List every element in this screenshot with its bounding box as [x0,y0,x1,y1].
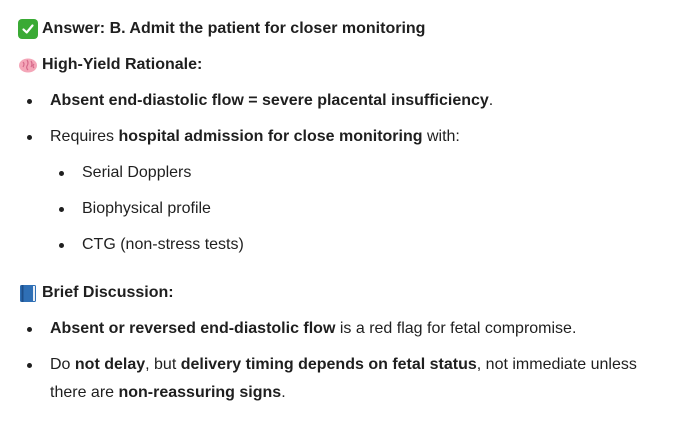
sub-item-biophysical-profile: Biophysical profile [82,200,211,217]
cut-off-text-remnant [0,0,684,2]
check-mark-button-icon [18,19,38,39]
discussion-item-2-bold-3: non-reassuring signs [118,384,282,401]
discussion-item-2-bold-2: delivery timing depends on fetal status [180,356,477,373]
rationale-item-2 [50,125,460,149]
rationale-heading-text: High-Yield Rationale: [42,56,203,73]
sub-bullet [59,243,64,248]
rationale-item-1-rest: . [488,92,494,109]
sub-bullet [59,171,64,176]
discussion-item-1 [50,317,576,341]
bullet [27,135,32,140]
rationale-heading [18,53,202,77]
discussion-item-2-mid-2: , not immediate unless there are [50,356,637,401]
discussion-item-2-end: . [281,384,286,401]
discussion-item-2 [50,351,650,407]
discussion-item-2-bold-1: not delay [74,356,146,373]
answer-line [18,17,425,41]
rationale-item-2-rest: with: [426,128,460,145]
answer-text: Answer: B. Admit the patient for closer monitoring [42,20,426,37]
sub-item-ctg: CTG (non-stress tests) [82,236,244,253]
discussion-heading-text: Brief Discussion: [42,284,174,301]
bullet [27,99,32,104]
sub-item-serial-dopplers: Serial Dopplers [82,164,192,181]
discussion-item-1-bold: Absent or reversed end-diastolic flow [50,320,336,337]
bullet [27,363,32,368]
brain-icon [18,55,38,75]
discussion-heading [18,281,174,305]
discussion-item-1-rest: is a red flag for fetal compromise. [339,320,577,337]
rationale-item-2-bold: hospital admission for close monitoring [118,128,423,145]
rationale-item-1-bold: Absent end-diastolic flow = severe placental insufficiency [50,92,489,109]
rationale-item-2-pre: Requires [50,128,115,145]
discussion-item-2-mid: , but [145,356,181,373]
blue-book-icon [18,283,38,303]
bullet [27,327,32,332]
discussion-item-2-pre: Do [50,356,75,373]
rationale-item-1 [50,89,493,113]
sub-bullet [59,207,64,212]
